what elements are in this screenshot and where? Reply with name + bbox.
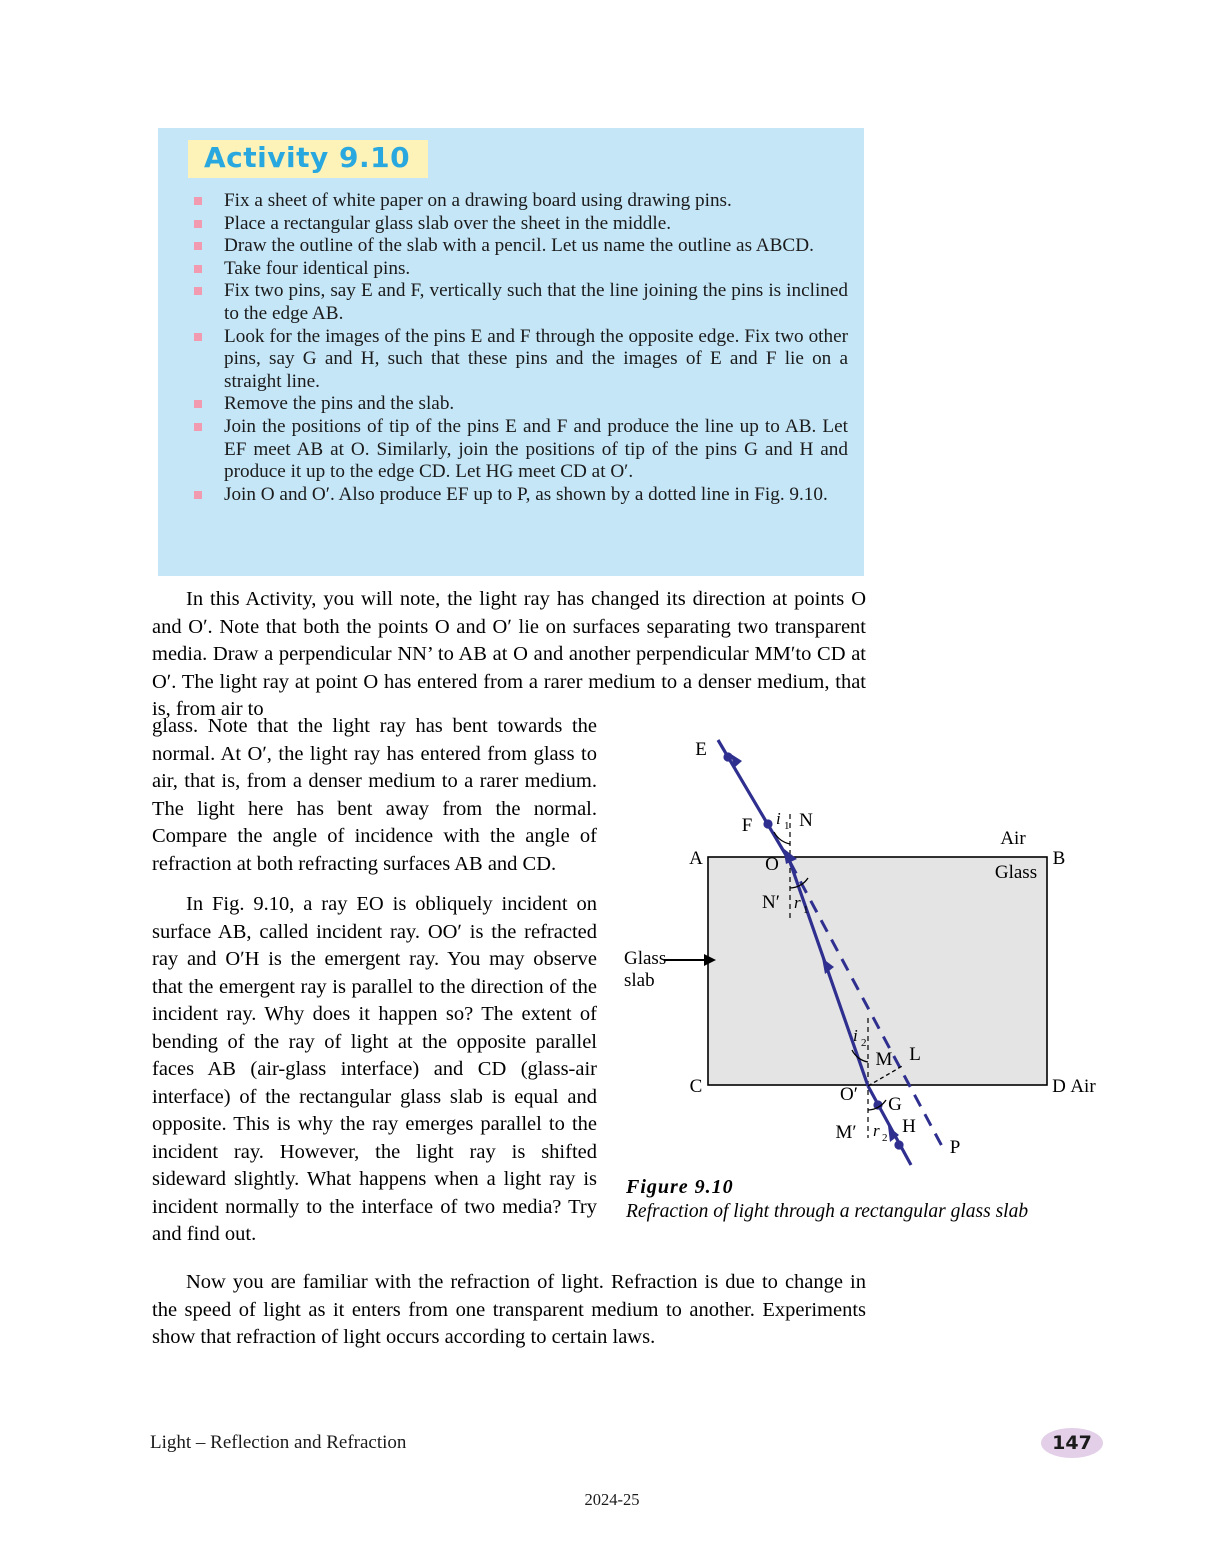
square-bullet-icon <box>194 287 202 295</box>
activity-step-text: Take four identical pins. <box>224 257 411 279</box>
label-o-prime: Oʹ <box>840 1084 858 1105</box>
label-glass: Glass <box>994 862 1038 883</box>
svg-text:i: i <box>853 1026 858 1045</box>
label-n-prime: Nʹ <box>762 892 780 913</box>
square-bullet-icon <box>194 400 202 408</box>
figure-caption <box>626 1176 1096 1223</box>
list-item <box>188 235 848 258</box>
activity-step-text: Join the positions of tip of the pins E and F and produce the line up to AB. Let EF meet AB at O. Similarly, join the positions of tip of the pins G and H and produce it up to the edge CD. Let HG meet CD at Oʹ. <box>224 415 848 483</box>
angle-label-r2 <box>873 1121 888 1144</box>
label-glass-slab-line2: slab <box>624 970 655 991</box>
activity-step-list <box>188 190 848 506</box>
label-b: B <box>1052 848 1066 869</box>
paragraph-intro: In this Activity, you will note, the light ray has changed its direction at points O and Oʹ. Note that both the points O and Oʹ lie on surfaces separating two transparent media. Draw a perpendicular NN’ to AB at O and another perpendicular MMʹto CD at Oʹ. The light ray at point O has entered from a rarer medium to a denser medium, that is, from air to <box>152 588 866 720</box>
label-glass-slab-line1: Glass <box>624 948 667 969</box>
square-bullet-icon <box>194 423 202 431</box>
activity-title: Activity 9.10 <box>204 141 411 174</box>
activity-step-text: Place a rectangular glass slab over the sheet in the middle. <box>224 212 672 234</box>
pin-dot-e <box>723 752 732 761</box>
square-bullet-icon <box>194 491 202 499</box>
list-item <box>188 416 848 484</box>
page-number-badge: 147 <box>1041 1428 1103 1458</box>
svg-text:1: 1 <box>784 820 790 832</box>
label-a: A <box>689 848 703 869</box>
activity-step-text: Look for the images of the pins E and F through the opposite edge. Fix two other pins, say G and H, such that these pins and the images of E and F lie on a straight line. <box>224 325 848 392</box>
list-item <box>188 484 848 507</box>
figure-number: Figure 9.10 <box>626 1176 734 1198</box>
pin-dot-f <box>763 819 772 828</box>
label-c: C <box>689 1076 703 1097</box>
svg-text:r: r <box>873 1121 880 1140</box>
figure-9-10-diagram <box>616 728 1116 1228</box>
label-m: M <box>875 1049 893 1070</box>
activity-step-text: Join O and Oʹ. Also produce EF up to P, as shown by a dotted line in Fig. 9.10. <box>224 483 828 505</box>
square-bullet-icon <box>194 242 202 250</box>
label-d: D <box>1052 1076 1066 1097</box>
list-item <box>188 326 848 394</box>
label-g: G <box>888 1094 902 1115</box>
paragraph-left-two: In Fig. 9.10, a ray EO is obliquely incident on surface AB, called incident ray. OOʹ is the refracted ray and OʹH is the emergent ray. You may observe that the emergent ray is parallel to the direction of the incident ray. Why does it happen so? The extent of bending of the ray of light at the opposite parallel faces AB (air-glass interface) and CD (glass-air interface) of the rectangular glass slab is equal and opposite. This is why the ray emerges parallel to the incident ray. However, the light ray is shifted sideward slightly. What happens when a light ray is incident normally to the interface of two media? Try and find out. <box>152 893 597 1245</box>
label-e: E <box>695 739 707 760</box>
label-o: O <box>765 854 779 875</box>
label-m-prime: Mʹ <box>835 1122 857 1143</box>
edition-year: 2024-25 <box>584 1490 640 1509</box>
activity-step-text: Draw the outline of the slab with a pencil. Let us name the outline as ABCD. <box>224 235 814 257</box>
activity-step-text: Fix a sheet of white paper on a drawing board using drawing pins. <box>224 190 732 211</box>
paragraph-final: Now you are familiar with the refraction of light. Refraction is due to change in the speed of light as it enters from one transparent medium to another. Experiments show that refraction of light occurs according to certain laws. <box>152 1271 866 1348</box>
svg-text:1: 1 <box>803 904 809 916</box>
label-f: F <box>741 815 753 836</box>
paragraph-left-one: glass. Note that the light ray has bent towards the normal. At Oʹ, the light ray has entered from glass to air, that is, from a denser medium to a rarer medium. The light here has bent away from the normal. Compare the angle of incidence with the angle of refraction at both refracting surfaces AB and CD. <box>152 715 597 875</box>
activity-step-text: Remove the pins and the slab. <box>224 393 455 415</box>
svg-text:r: r <box>794 893 801 912</box>
activity-title-highlight <box>188 140 428 178</box>
list-item <box>188 213 848 236</box>
svg-text:i: i <box>776 809 781 828</box>
svg-text:2: 2 <box>882 1132 888 1144</box>
label-air-top: Air <box>1000 828 1026 849</box>
square-bullet-icon <box>194 197 202 205</box>
pin-dot-h <box>894 1140 903 1149</box>
activity-step-text: Fix two pins, say E and F, vertically such that the line joining the pins is inclined to the edge AB. <box>224 280 848 324</box>
refraction-diagram-svg <box>616 728 1116 1198</box>
list-item <box>188 393 848 416</box>
square-bullet-icon <box>194 333 202 341</box>
list-item <box>188 258 848 281</box>
label-p: P <box>949 1137 961 1158</box>
list-item <box>188 280 848 325</box>
activity-box <box>158 128 864 576</box>
square-bullet-icon <box>194 265 202 273</box>
label-n: N <box>799 810 813 831</box>
footer-chapter-title: Light – Reflection and Refraction <box>150 1432 407 1453</box>
figure-description: Refraction of light through a rectangular glass slab <box>626 1201 1029 1222</box>
label-l: L <box>909 1044 921 1065</box>
label-air-bottom: Air <box>1070 1076 1096 1097</box>
square-bullet-icon <box>194 220 202 228</box>
list-item <box>188 190 848 213</box>
svg-text:2: 2 <box>861 1037 867 1049</box>
label-h: H <box>902 1116 916 1137</box>
angle-label-i1 <box>776 809 790 832</box>
